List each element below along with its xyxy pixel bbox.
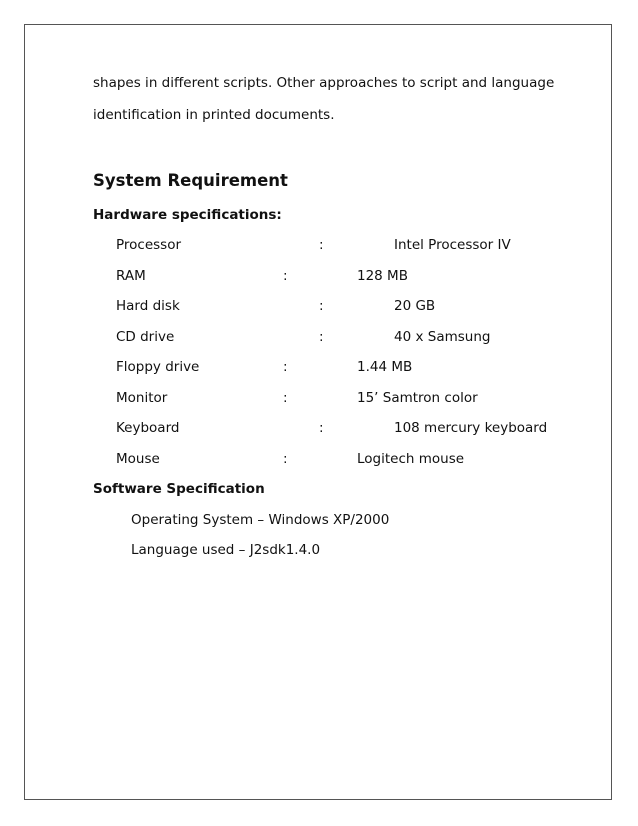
section-title: System Requirement: [93, 171, 288, 190]
intro-line-2: identification in printed documents.: [93, 107, 335, 123]
spec-label: Floppy drive: [116, 359, 200, 375]
document-page: [24, 24, 612, 800]
spec-label: Keyboard: [116, 420, 180, 436]
spec-label: Hard disk: [116, 298, 180, 314]
spec-colon: :: [283, 359, 288, 375]
spec-value: 108 mercury keyboard: [394, 420, 548, 436]
hardware-title: Hardware specifications:: [93, 207, 282, 223]
spec-colon: :: [319, 329, 324, 345]
spec-label: RAM: [116, 268, 146, 284]
spec-colon: :: [283, 268, 288, 284]
spec-colon: :: [283, 451, 288, 467]
software-item: Operating System – Windows XP/2000: [131, 512, 390, 528]
intro-line-1: shapes in different scripts. Other approaches to script and language: [93, 75, 555, 91]
spec-value: 1.44 MB: [357, 359, 413, 375]
spec-value: 20 GB: [394, 298, 436, 314]
spec-colon: :: [283, 390, 288, 406]
spec-label: Monitor: [116, 390, 168, 406]
software-item: Language used – J2sdk1.4.0: [131, 542, 321, 558]
spec-value: Logitech mouse: [357, 451, 465, 467]
spec-value: 15’ Samtron color: [357, 390, 478, 406]
spec-colon: :: [319, 237, 324, 253]
spec-label: CD drive: [116, 329, 175, 345]
spec-colon: :: [319, 420, 324, 436]
spec-value: 128 MB: [357, 268, 408, 284]
spec-label: Mouse: [116, 451, 160, 467]
software-title: Software Specification: [93, 481, 265, 497]
spec-label: Processor: [116, 237, 182, 253]
spec-value: Intel Processor IV: [394, 237, 511, 253]
spec-colon: :: [319, 298, 324, 314]
spec-value: 40 x Samsung: [394, 329, 491, 345]
